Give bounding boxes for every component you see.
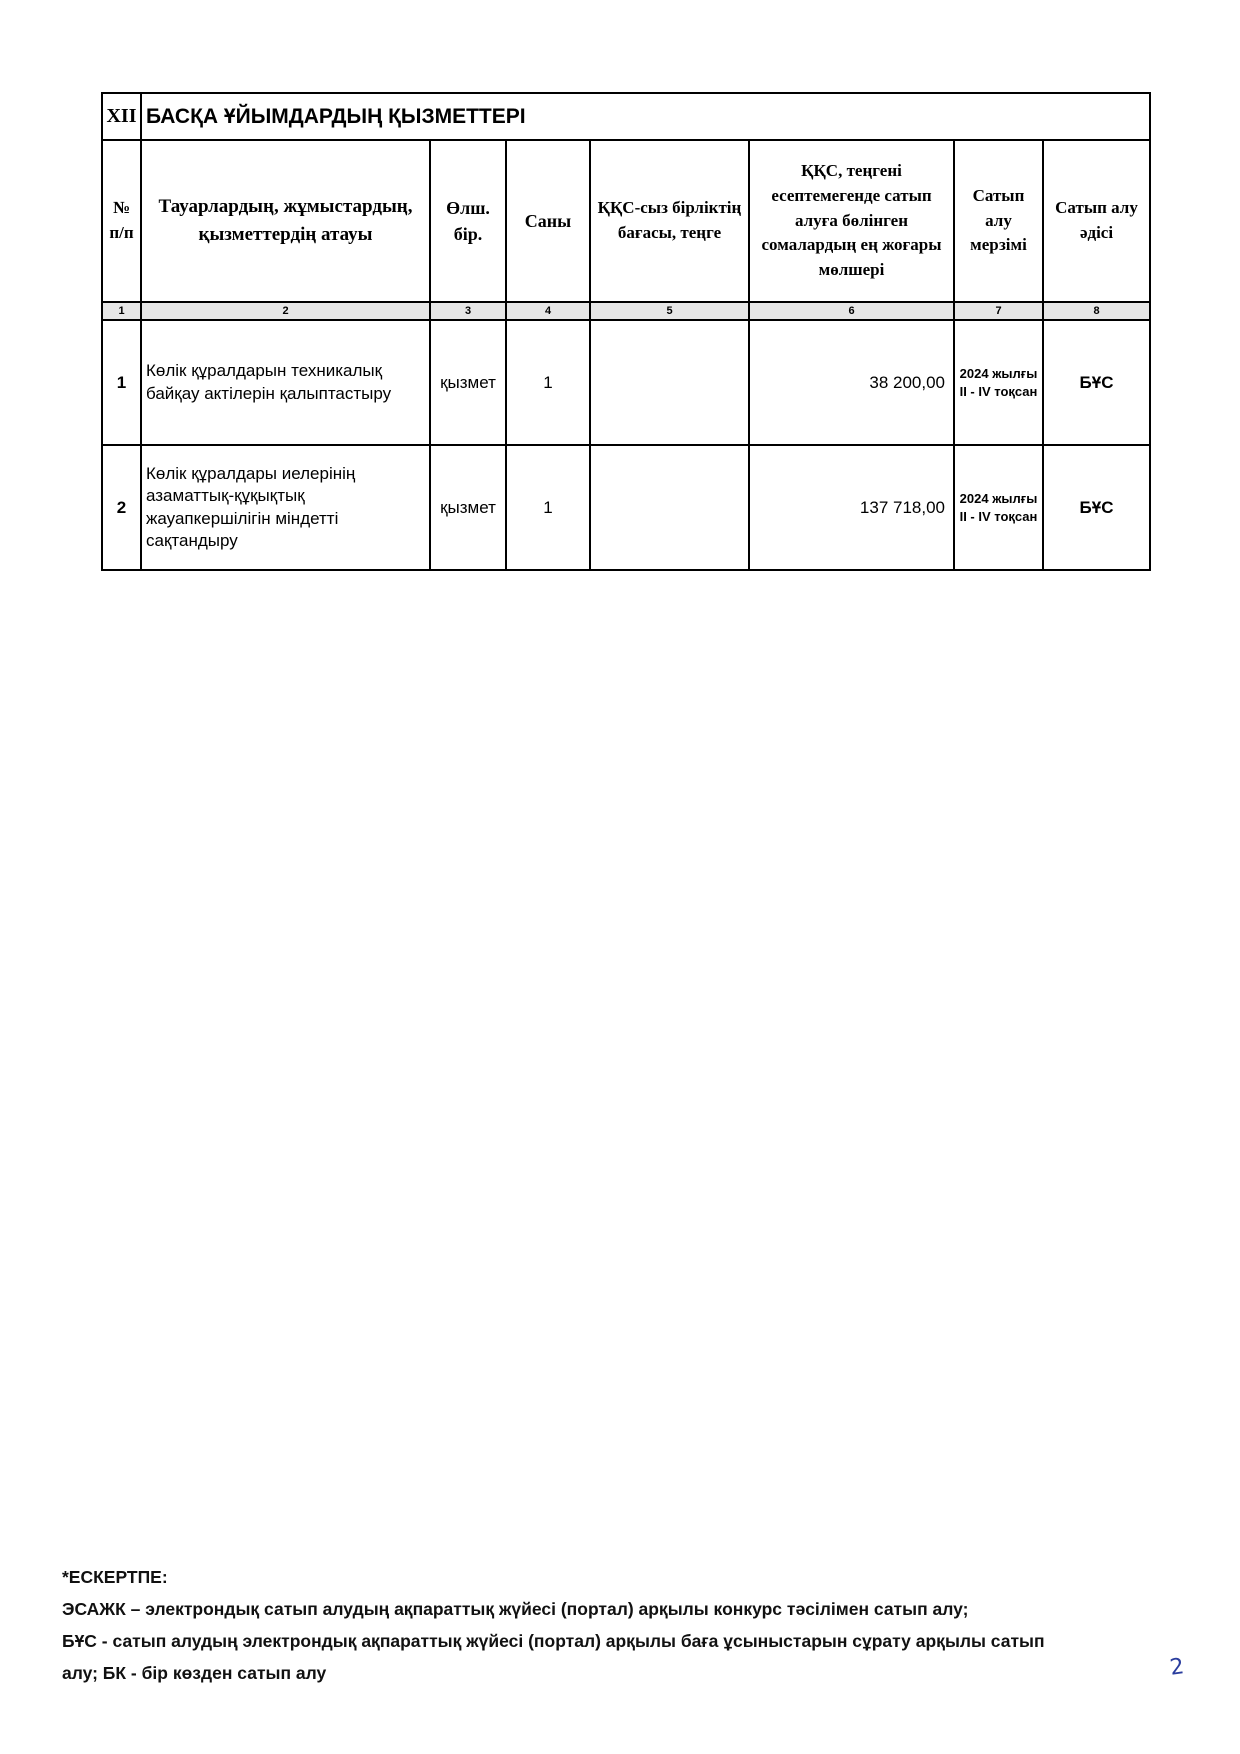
column-number: 4 <box>506 302 590 320</box>
header-purchase-term: Сатып алу мерзімі <box>954 140 1043 302</box>
item-unit: қызмет <box>430 445 506 570</box>
section-header-row <box>102 93 1150 140</box>
column-number: 6 <box>749 302 954 320</box>
column-number: 2 <box>141 302 430 320</box>
item-name: Көлік құралдары иелерінің азаматтық-құқықтық жауапкершілігін міндетті сақтандыру <box>141 445 430 570</box>
column-number-row <box>102 302 1150 320</box>
column-header-row <box>102 140 1150 302</box>
section-title: БАСҚА ҰЙЫМДАРДЫҢ ҚЫЗМЕТТЕРІ <box>141 93 1150 140</box>
item-name: Көлік құралдарын техникалық байқау актілерін қалыптастыру <box>141 320 430 445</box>
item-purchase-method: БҰС <box>1043 320 1150 445</box>
header-name: Тауарлардың, жұмыстардың, қызметтердің атауы <box>141 140 430 302</box>
column-number: 7 <box>954 302 1043 320</box>
footnote-heading: *ЕСКЕРТПЕ: <box>62 1567 168 1587</box>
item-max-amount: 38 200,00 <box>749 320 954 445</box>
footnote <box>62 1561 1142 1689</box>
column-number: 5 <box>590 302 749 320</box>
item-unit-price <box>590 445 749 570</box>
footnote-line: ЭСАЖК – электрондық сатып алудың ақпараттық жүйесі (портал) арқылы конкурс тәсілімен сатып алу; <box>62 1599 969 1619</box>
column-number: 1 <box>102 302 141 320</box>
item-max-amount: 137 718,00 <box>749 445 954 570</box>
footnote-line: алу; БК - бір көзден сатып алу <box>62 1663 327 1683</box>
item-quantity: 1 <box>506 320 590 445</box>
row-number: 2 <box>102 445 141 570</box>
column-number: 8 <box>1043 302 1150 320</box>
header-purchase-method: Сатып алу әдісі <box>1043 140 1150 302</box>
item-purchase-term: 2024 жылғы II - IV тоқсан <box>954 445 1043 570</box>
section-number: XII <box>102 93 141 140</box>
header-quantity: Саны <box>506 140 590 302</box>
table-row <box>102 320 1150 445</box>
header-unit: Өлш. бір. <box>430 140 506 302</box>
row-number: 1 <box>102 320 141 445</box>
header-number: № п/п <box>102 140 141 302</box>
footnote-line: БҰС - сатып алудың электрондық ақпараттық жүйесі (портал) арқылы баға ұсыныстарын сұрату арқылы сатып <box>62 1631 1045 1651</box>
column-number: 3 <box>430 302 506 320</box>
item-unit: қызмет <box>430 320 506 445</box>
page-number: 2 <box>1168 1654 1186 1681</box>
table-row <box>102 445 1150 570</box>
header-max-amount: ҚҚС, теңгені есептемегенде сатып алуға бөлінген сомалардың ең жоғары мөлшері <box>749 140 954 302</box>
item-purchase-method: БҰС <box>1043 445 1150 570</box>
item-purchase-term: 2024 жылғы II - IV тоқсан <box>954 320 1043 445</box>
item-quantity: 1 <box>506 445 590 570</box>
procurement-table <box>101 92 1151 571</box>
item-unit-price <box>590 320 749 445</box>
header-unit-price: ҚҚС-сыз бірліктің бағасы, теңге <box>590 140 749 302</box>
